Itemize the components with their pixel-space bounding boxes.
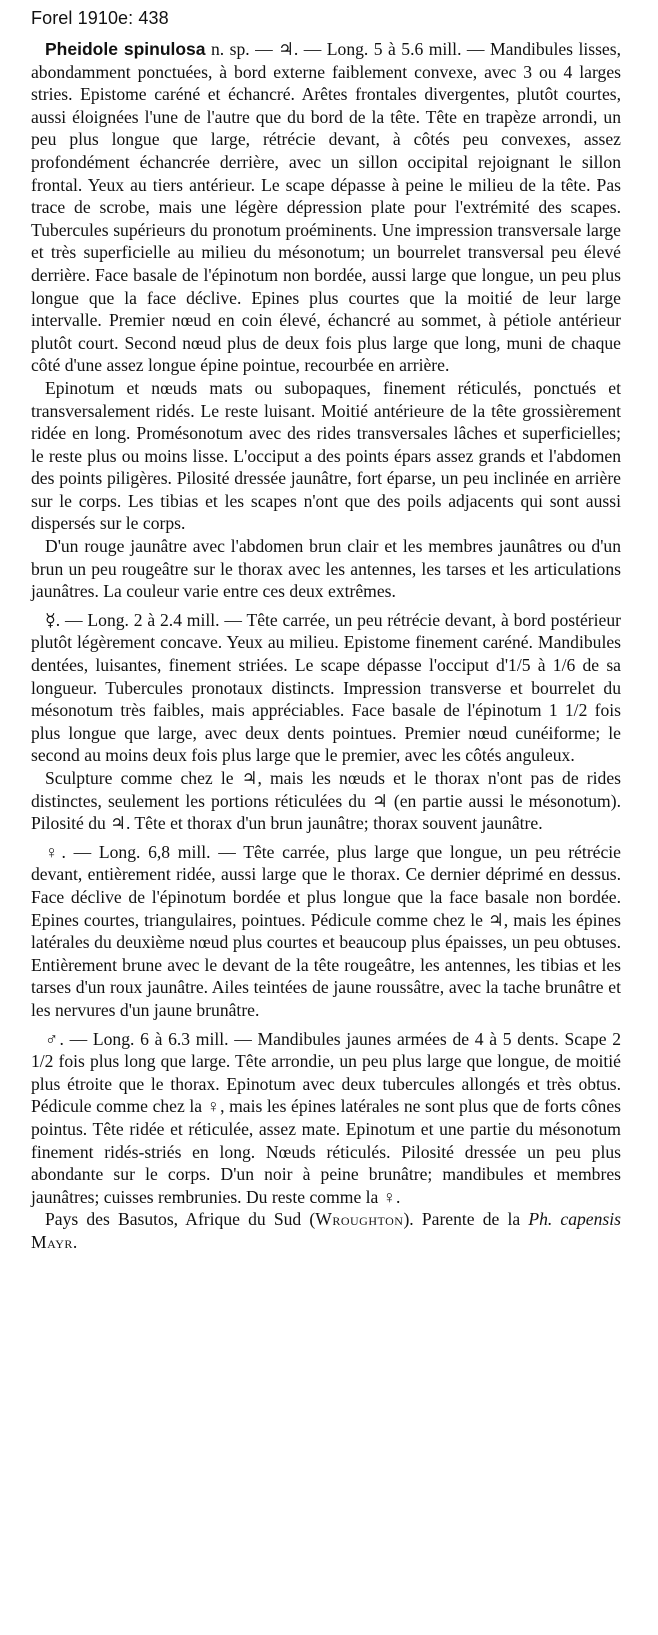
collector-name: Wroughton <box>315 1209 404 1230</box>
worker-description-paragraph: ☿. — Long. 2 à 2.4 mill. — Tête carrée, un peu rétrécie devant, à bord postérieur plutôt légèrement concave. Yeux au milieu. Epistome finement caréné. Mandibules dentées, luisantes, finement striées. Le scape dépasse l'occiput d'1/5 à 1/6 de sa longueur. Tubercules pronotaux distincts. Impression transverse et bourrelet du mésonotum très faibles, mais appréciables. Face basale de l'épinotum 1 1/2 fois plus longue que large, avec deux dents pointues. Premier nœud cunéiforme; le second au moins deux fois plus large que le premier, avec les côtés anguleux. <box>31 609 621 766</box>
locality-end-punctuation: . <box>72 1231 78 1252</box>
male-description-paragraph: ♂. — Long. 6 à 6.3 mill. — Mandibules jaunes armées de 4 à 5 dents. Scape 2 1/2 fois plus long que large. Tête arrondie, un peu plus large que longue, de moitié plus étroite que le thorax. Epinotum avec deux tubercules allongés et très obtus. Pédicule comme chez la ♀, mais les épines latérales ne sont plus que de forts cônes pointus. Tête ridée et réticulée, assez mate. Epinotum et une partie du mésonotum finement ridés-striés en long. Nœuds réticulés. Pilosité dressée un peu plus abondante sur le corps. D'un noir à peine brunâtre; mandibules et membres jaunâtres; cuisses rembrunies. Du reste comme la ♀. <box>31 1028 621 1207</box>
queen-description-paragraph: ♀. — Long. 6,8 mill. — Tête carrée, plus large que longue, un peu rétrécie devant, entièrement ridée, aussi large que le thorax. Ce dernier déprimé en dessus. Face déclive de l'épinotum bordée et plus longue que la face basale non bordée. Epines courtes, triangulaires, pointues. Pédicule comme chez le ♃, mais les épines latérales du deuxième nœud plus courtes et beaucoup plus épaisses, un peu obtuses. Entièrement brune avec le devant de la tête rougeâtre, les antennes, les tibias et les tarses d'un roux jaunâtre. Ailes teintées de jaune roussâtre, avec la tache brunâtre et les nervures d'un jaune brunâtre. <box>31 841 621 1020</box>
worker-sculpture-paragraph: Sculpture comme chez le ♃, mais les nœuds et le thorax n'ont pas de rides distinctes, seulement les portions réticulées du ♃ (en partie aussi le mésonotum). Pilosité du ♃. Tête et thorax d'un brun jaunâtre; thorax souvent jaunâtre. <box>31 768 621 834</box>
species-author: Mayr <box>31 1231 73 1252</box>
soldier-sculpture-paragraph: Epinotum et nœuds mats ou subopaques, finement réticulés, ponctués et transversalement ridés. Le reste luisant. Moitié antérieure de la tête grossièrement ridée en long. Promésonotum avec des rides transversales lâches et superficielles; le reste plus ou moins lisse. L'occiput a des points épars assez grands et l'abdomen des points piligères. Pilosité dressée jaunâtre, fort éparse, un peu inclinée en arrière sur le corps. Les tibias et les scapes n'ont que des poils adjacents qui sont aussi dispersés sur le corps. <box>31 377 621 534</box>
locality-text: Pays des Basutos, Afrique du Sud ( <box>45 1209 316 1230</box>
soldier-color-paragraph: D'un rouge jaunâtre avec l'abdomen brun clair et les membres jaunâtres ou d'un brun un peu rougeâtre sur le thorax avec les antennes, les tarses et les articulations jaunâtres. La couleur varie entre ces deux extrêmes. <box>31 536 621 602</box>
soldier-description-paragraph <box>31 38 621 377</box>
species-description <box>31 38 621 1253</box>
locality-relation-text: ). Parente de la <box>403 1209 529 1230</box>
related-species-name: Ph. capensis <box>528 1209 621 1230</box>
page-citation-header: Forel 1910e: 438 <box>31 8 169 28</box>
soldier-description-text: n. sp. — ♃. — Long. 5 à 5.6 mill. — Mandibules lisses, abondamment ponctuées, à bord externe faiblement convexe, avec 3 ou 4 larges stries. Epistome caréné et échancré. Arêtes frontales divergentes, plutôt courtes, aussi éloignées l'une de l'autre que du bord de la tête. Tête en trapèze arrondi, un peu plus longue que large, rétrécie devant, à côtés peu convexes, assez profondément échancrée derrière, avec un sillon occipital rejoignant le sillon frontal. Yeux au tiers antérieur. Le scape dépasse à peine le milieu de la tête. Pas trace de scrobe, mais une légère dépression plate pour l'extrémité des scapes. Tubercules supérieurs du pronotum proéminents. Une impression transversale large et très superficielle au milieu du mésonotum; un bourrelet transversal peu élevé derrière. Face basale de l'épinotum non bordée, aussi large que longue, un peu plus longue que la face déclive. Epines plus courtes que la moitié de leur large intervalle. Premier nœud en coin élevé, échancré au sommet, à pétiole antérieur plutôt court. Second nœud plus de deux fois plus large que long, muni de chaque côté d'une assez longue épine pointue, recourbée en arrière. <box>31 39 621 376</box>
locality-paragraph <box>31 1208 621 1253</box>
species-name: Pheidole spinulosa <box>45 39 206 59</box>
